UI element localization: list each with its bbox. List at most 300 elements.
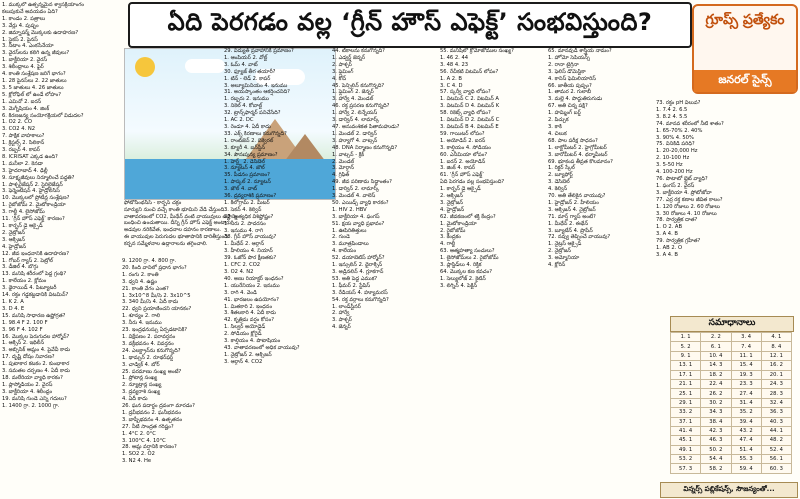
answer-row	[671, 464, 792, 473]
question-line: 4. ఏదీ కాదు	[122, 396, 148, 403]
sun-icon	[135, 57, 155, 77]
question-line: 3. శీతలకారి 4. ఏదీ కాదు	[224, 310, 276, 317]
question-line: 3. కాల్షియం 4. సోడియం	[440, 144, 491, 151]
question-line: 78. సార్వత్రిక దాత?	[656, 217, 698, 224]
question-line: 43. వాతావరణంలో అధిక వాయువు?	[224, 344, 300, 351]
question-line: 3. వేర్లు 4. పుష్పం	[2, 22, 39, 29]
question-line: 2. నైట్రోజన్	[2, 229, 26, 236]
question-line: 2. బ్యూఫోర్ట్	[548, 172, 573, 179]
question-line: 38. గ్రీన్ హౌస్ వాయువు?	[224, 234, 277, 241]
question-line: 3. డార్విన్ 4. లామార్క్	[332, 117, 380, 124]
question-line: 3. N2 4. He	[122, 458, 152, 465]
answer-cell: 42. 3	[701, 426, 731, 435]
answer-cell: 12. 1	[761, 351, 791, 360]
question-line: 1. 1400 గ్రా. 2. 1000 గ్రా.	[2, 402, 60, 409]
answer-cell: 49. 1	[671, 445, 701, 454]
badge-subject: జనరల్ సైన్స్	[694, 70, 796, 92]
question-line: 20. కింది వానిలో ప్రధాన భాగం?	[122, 264, 187, 271]
question-line: 3. కాల్షియం 4. పొటాషియం	[224, 338, 281, 345]
question-line: 3. 100°C 4. 10°C	[122, 437, 166, 444]
questions-column-3	[224, 48, 330, 496]
question-line: 1. వాట్సన్ - క్రిక్	[332, 151, 365, 158]
answers-title: సమాధానాలు	[670, 316, 794, 332]
question-line: 31. అయస్కాంతం ఆకర్షించనిది?	[224, 89, 290, 96]
questions-column-4	[332, 48, 438, 496]
question-line: 6. కిరణజన్య సంయోగక్రియలో విడుదల?	[2, 112, 84, 119]
question-line: 4. కానిస్ ఫెమిలియారిస్	[548, 75, 596, 82]
question-line: 1. ఎడ్వర్డ్ జెన్నర్	[332, 54, 366, 61]
question-line: 63. ఆత్మహత్యా సంచులు?	[440, 248, 495, 255]
question-line: 1. ఫంగస్ 2. వైరస్	[656, 182, 695, 189]
question-line: 3. మల్లె 4. పొద్దుతిరుగుడు	[548, 96, 603, 103]
questions-column-2	[122, 258, 222, 496]
answer-cell: 4. 1	[761, 333, 791, 342]
question-line: 54. రక్త వర్గాలు కనుగొన్నది?	[332, 296, 389, 303]
question-line: 32. ట్రాన్స్‌ఫార్మర్ పనిచేసేది?	[224, 110, 281, 117]
question-line: 3. ప్లాస్టిడ్‌లు 4. రిక్తిక	[440, 262, 482, 269]
question-line: 3. హ్యూగో 4. వాట్సన్	[332, 137, 378, 144]
answer-row	[671, 370, 792, 379]
answer-cell: 41. 4	[671, 426, 701, 435]
answer-row	[671, 417, 792, 426]
question-line: 1. 3x10^8 మీ/సె 2. 3x10^5	[122, 292, 191, 299]
question-line: 3. ఫెలిస్ డొమెస్టికా	[548, 68, 586, 75]
question-line: 45. పెన్సిలిన్ కనుగొన్నది?	[332, 82, 385, 89]
question-line: 60. ఎనీమియా లోపం?	[440, 151, 488, 158]
answer-cell: 50. 2	[701, 445, 731, 454]
questions-column-5	[440, 48, 546, 496]
question-line: 3. విటమిన్ D 4. విటమిన్ K	[440, 103, 500, 110]
question-line: 12. జీవ ఇంధనానికి ఉదాహరణ?	[2, 250, 69, 257]
question-line: 3. వైరస్‌లను కలిగి ఉన్న జీవులు?	[2, 50, 70, 57]
question-line: 19. మనిషి గుండె ఎన్ని గదులు?	[2, 395, 67, 402]
question-line: 3. ఫ్లెమింగ్	[332, 68, 354, 75]
question-line: 16. మొక్కల పెరుగుదల హార్మోన్?	[2, 333, 70, 340]
question-line: 76. పొటాటో బ్లైట్ వ్యాధి?	[656, 175, 708, 182]
question-line: ఏది పెరగడం వల్ల సంభవిస్తుంది?	[440, 179, 505, 186]
question-line: 2. సోడియం క్లోరైడ్	[224, 331, 262, 338]
question-line: 52. డయాబెటిస్ హార్మోన్?	[332, 255, 385, 262]
question-line: 3. నికెల్ 4. కోబాల్ట్	[224, 103, 263, 110]
question-line: 3. కేంద్రకం	[440, 234, 461, 241]
question-line: 2. రైబోజోమ్	[440, 227, 466, 234]
question-line: 3. C 4. D	[440, 82, 463, 89]
question-line: 2. మెండల్	[332, 158, 355, 165]
question-line: 3. బారోమీటర్ 4. థర్మామీటర్	[548, 151, 608, 158]
question-line: 64. మొక్కల కణ కవచం?	[440, 269, 493, 275]
question-line: 3. 96 F 4. 102 F	[2, 326, 43, 333]
question-line: 1. విటమిన్ C 2. విటమిన్ A	[440, 96, 499, 103]
question-line: 3. డెసిబెల్	[548, 179, 570, 186]
question-line: 1. యురేనియం 2. ఇనుము	[224, 282, 280, 289]
question-line: 1. ఊపిరితిత్తులు	[332, 227, 367, 234]
question-line: 3. న్యూటన్ 4. జౌల్	[224, 165, 265, 172]
caption-line: ఫోటోసింథసిస్ - కార్బన్ చక్రం	[124, 200, 182, 206]
question-line: 3. రెండూ 4. ఏదీ కాదు	[224, 123, 271, 130]
question-line: 65. మానవుడి శాస్త్రీయ నామం?	[548, 48, 612, 54]
question-line: 3. హార్వే 4. మెండల్	[332, 96, 374, 103]
question-line: 1. ప్రోటాన్ల సంఖ్య	[122, 375, 158, 382]
question-line: 61. ‘గ్రీన్ హౌస్ ఎఫెక్ట్’	[440, 172, 484, 179]
question-line: 3. ఆర్గాన్ 4. CO2	[224, 358, 263, 365]
answer-cell: 7. 4	[731, 342, 761, 351]
question-line: 1. విక్షేపణం 2. పరావర్తనం	[122, 333, 176, 340]
question-line: 1. O2 2. CO	[2, 119, 32, 126]
question-line: 1. పాశ్చరైజేషన్ 2. స్టెరిలైజేషన్	[2, 181, 63, 188]
question-line: 1. లాక్టోమీటర్ 2. హైగ్రోమీటర్	[548, 144, 607, 151]
question-line: 3. విటమిన్ B 4. విటమిన్ E	[440, 123, 499, 130]
answer-row	[671, 379, 792, 388]
question-line: 1. మితకారి 2. ఇంధనం	[224, 303, 273, 310]
question-line: 2. హార్వే	[332, 310, 350, 317]
question-line: 10. మొక్కలలో ప్రోటీన్ల సంశ్లేషణ?	[2, 195, 70, 202]
answer-cell: 24. 3	[761, 379, 791, 388]
question-line: 3. ఫెర్మెంటేషన్ 4. హైడ్రోలిసిస్	[2, 188, 60, 195]
question-line: 1. అయోడిన్ 2. ఐరన్	[440, 137, 486, 144]
question-line: 1. ఇన్సులిన్ 2. థైరాక్సిన్	[332, 262, 383, 269]
answer-cell: 28. 3	[761, 389, 791, 398]
question-line: 68. పాల పరీక్ష సాధనం?	[548, 137, 598, 144]
caption-line: బంధించి ఉంచుతాయి. దీన్ని గ్రీన్ హౌస్ ఎఫెక్ట్ అంటారు.	[124, 220, 233, 227]
question-line: 3. కాకి	[548, 123, 562, 130]
answer-cell: 37. 1	[671, 417, 701, 426]
question-line: 3. ఇనుము 4. రాగి	[224, 227, 264, 234]
question-line: 3. రాగి 4. వెండి	[224, 289, 257, 296]
answer-cell: 34. 3	[701, 408, 731, 417]
question-line: 22. ధ్వని ప్రయాణించని యానకం?	[122, 306, 192, 313]
question-line: 3. 8.2 4. 5.5	[656, 113, 688, 120]
question-line: 4. కెల్విన్	[548, 186, 568, 193]
question-line: 1. CFC 2. CO2	[224, 262, 261, 269]
question-line: 3. ద్రవ్యరాశి సంఖ్య	[122, 389, 161, 396]
question-line: 1. ఆక్సిన్ 2. ఇథిలీన్	[2, 340, 45, 347]
answer-cell: 40. 3	[761, 417, 791, 426]
question-line: 48. DNA నిర్మాణం కనుగొన్నది?	[332, 144, 398, 151]
answer-cell: 21. 1	[671, 379, 701, 388]
question-line: 3. ఓమ్ 4. వాట్	[224, 61, 258, 68]
question-line: 1. పుటాకార కటకం 2. కుంభాకార	[2, 361, 70, 368]
question-line: 2. నైట్రోజన్	[548, 248, 572, 255]
question-line: 4. జెన్నర్	[332, 324, 351, 331]
question-line: 1. మీథేన్ 2. ఈథేన్	[548, 220, 589, 227]
answer-cell: 1. 1	[671, 333, 701, 342]
question-line: 2. గుండె	[332, 234, 350, 241]
answer-cell: 45. 1	[671, 436, 701, 445]
groups-special-badge	[692, 4, 798, 94]
question-line: 1. రైబోజోమ్ 2. మైటోకాండ్రియా	[2, 202, 66, 209]
answer-row	[671, 445, 792, 454]
question-line: 1. హైడ్రోజన్ 2. హీలియం	[548, 199, 599, 206]
question-line: 75. వినికిడి పరిధి?	[656, 141, 695, 148]
question-line: 1. HIV 2. HBV	[332, 206, 367, 213]
question-line: 3. ధ్వని 4. ఉష్ణం	[122, 278, 157, 285]
question-line: 1. ముక్కలో ఉత్పన్నమైన శ్వాసక్రియాంగం	[2, 2, 85, 8]
question-line: 1. 7.4 2. 6.5	[656, 106, 688, 113]
answer-cell: 51. 4	[731, 445, 761, 454]
question-line: 25. పరమాణు సంఖ్య అంటే?	[122, 368, 182, 375]
question-line: 51. క్షయ వ్యాధి ప్రభావం?	[332, 220, 385, 227]
question-line: 30. ఫ్యూజ్ తీగ తయారీ?	[224, 68, 276, 75]
answer-cell: 47. 4	[731, 436, 761, 445]
question-line: 3. చాడ్విక్ 4. బోర్	[122, 361, 160, 368]
question-line: 1. O 2. AB	[656, 224, 683, 231]
question-line: 1. AB 2. O	[656, 245, 683, 252]
question-line: 3. క్యూరీ 4. ఐన్‌స్టీన్	[224, 144, 266, 151]
question-line: 50. ఎయిడ్స్ వ్యాధి కారకం?	[332, 199, 389, 206]
answer-cell: 26. 2	[701, 389, 731, 398]
question-line: 1. ఐరన్ 2. అయోడిన్	[440, 158, 486, 165]
question-line: 4. గాల్జీ	[440, 241, 456, 248]
question-line: 1. SO2 2. O2	[122, 451, 155, 458]
question-line: 3. CO2 4. N2	[2, 126, 36, 133]
question-line: 55. మనిషిలో క్రోమోజోముల సంఖ్య?	[440, 48, 514, 54]
answer-cell: 17. 1	[671, 370, 701, 379]
answer-row	[671, 436, 792, 445]
question-line: 1. K 2. A	[2, 298, 24, 305]
question-line: 4. హైడ్రోజన్	[2, 243, 27, 250]
questions-column-6	[548, 48, 654, 496]
question-line: 1. రిక్టర్ స్కేల్	[548, 165, 575, 172]
answer-cell: 36. 3	[761, 408, 791, 417]
question-line: 3. మెండల్ 4. వాలెస్	[332, 193, 376, 200]
question-line: 3. జౌల్ 4. వాట్	[224, 186, 258, 193]
question-line: 1. సిల్వర్ అయోడైడ్	[224, 324, 266, 331]
answer-cell: 43. 2	[731, 426, 761, 435]
question-line: 3. 5 జాతులు 4. 26 జాతులు	[2, 84, 64, 91]
question-line: 1. 4°C 2. 0°C	[122, 430, 156, 437]
question-line: 37. అత్యధిక విశిష్టోష్ణం?	[224, 213, 274, 220]
answer-cell: 39. 4	[731, 417, 761, 426]
answer-row	[671, 455, 792, 464]
question-line: 1. తామర 2. గులాబీ	[548, 89, 592, 96]
question-line: 3. సమతల దర్పణం 4. ఏదీ కాదు	[2, 368, 70, 375]
question-line: 58. రికెట్స్ వ్యాధి లోపం?	[440, 110, 491, 117]
answer-cell: 30. 2	[701, 398, 731, 407]
question-line: 3. రేడియస్ 4. హ్యూమరస్	[332, 289, 388, 296]
answer-row	[671, 398, 792, 407]
question-line: 33. ఎక్స్ కిరణాలు కనుగొన్నది?	[224, 130, 287, 137]
question-line: 18. మలేరియా వ్యాధి కారకం?	[2, 374, 63, 381]
answer-cell: 11. 1	[731, 351, 761, 360]
answer-cell: 22. 4	[701, 379, 731, 388]
question-line: 66. జాతీయ పుష్పం?	[548, 82, 592, 89]
question-line: 3. A 4. B	[656, 231, 678, 238]
answer-row	[671, 361, 792, 370]
question-line: 1. 98.4 F 2. 100 F	[2, 319, 48, 326]
question-line: 3. మెగ్నీషియం 4. జింక్	[2, 105, 50, 112]
question-line: 41. భారజలం ఉపయోగం?	[224, 296, 279, 303]
question-line: 1. హార్వే 2. లిన్నేయస్	[332, 110, 378, 117]
question-line: 44. టీకాలను కనుగొన్నది?	[332, 48, 385, 54]
question-line: 36. ద్రవ్యరాశికి ప్రమాణం?	[224, 193, 277, 200]
question-line: 1. గోబర్ గ్యాస్ 2. పెట్రోల్	[2, 257, 53, 264]
question-line: 1. డార్విన్ 2. లామార్క్	[332, 186, 380, 193]
question-line: 1. 120 రోజులు 2. 60 రోజులు	[656, 203, 720, 210]
question-line: 1. కాలేయం 2. క్లోమం	[2, 278, 47, 285]
question-line: 1. కిలోగ్రామ్ 2. మీటర్	[224, 199, 270, 206]
question-line: 27. నీటి సాంద్రత గరిష్టం?	[122, 423, 174, 430]
question-line: 5. క్లోరోఫిల్ లో ఉండే లోహం?	[2, 91, 62, 98]
answer-cell: 13. 1	[671, 361, 701, 370]
question-line: 3. వక్రీభవనం 4. వివర్తనం	[122, 340, 174, 347]
question-line: 3. అమ్మోనియా	[548, 255, 580, 262]
question-line: 1. AC 2. DC	[224, 117, 254, 124]
question-line: 3. శిలీంధ్రాలు 4. ఫైర్‌	[2, 64, 44, 71]
caption-line: ఈ వాయువుల పెరుగుదల భూతాపానికి దారితీస్తుంది.	[124, 233, 230, 240]
question-line: 3. 90% 4. 50%	[656, 134, 694, 141]
question-line: 3. పాశ్చర్	[332, 317, 352, 324]
question-line: 1. ఎమినో 2. ఐరన్	[2, 98, 42, 105]
question-line: 1. సెల్యులోజ్ 2. కైటిన్	[440, 275, 486, 282]
question-line: 3. ఆక్సిజన్ 4. నైట్రోజన్	[548, 206, 596, 213]
question-line: 4. గ్రిఫిత్	[332, 172, 350, 179]
question-line: 3. బాక్టీరియా 4. ప్రోటోజోవా	[656, 189, 712, 196]
question-line: 3. D 4. E	[2, 305, 25, 312]
question-line: 1. నైట్రస్ ఆక్సైడ్	[548, 241, 582, 248]
badge-title: గ్రూప్స్ ప్రత్యేకం	[705, 12, 785, 28]
answer-cell: 2. 2	[701, 333, 731, 342]
question-line: 3. హైదరాబాద్ 4. ఢిల్లీ	[2, 167, 48, 174]
question-line: 1. కార్బన్ డై ఆక్సైడ్	[440, 186, 481, 193]
page-headline: ఏది పెరగడం వల్ల ‘గ్రీన్ హౌస్ ఎఫెక్ట్’ సంభవిస్తుంది?	[128, 2, 692, 48]
question-line: 2. న్యూట్రాన్ల సంఖ్య	[122, 382, 162, 389]
answer-cell: 10. 4	[701, 351, 731, 360]
question-line: 8. ICRISAT ఎక్కడ ఉంది?	[2, 153, 58, 160]
question-line: 2. పాశ్చర్	[332, 61, 352, 68]
question-line: 3. డీజిల్ 4. బొగ్గు	[2, 264, 39, 271]
question-line: 34. పౌనఃపున్య ప్రమాణం?	[224, 151, 278, 158]
question-line: 74. మానవ శరీరంలో నీటి శాతం?	[656, 120, 724, 127]
question-line: 1. మీథేన్ 2. ఆర్గాన్	[224, 241, 265, 248]
question-line: 3. అడ్రినలిన్ 4. గ్లూకగాన్	[332, 269, 384, 275]
question-line: 3. రబ్బర్ 4. కాపర్	[2, 147, 40, 154]
question-line: 1. హోమో సెపియన్స్	[548, 54, 590, 61]
question-line: 56. రేచీకటి విటమిన్ లోపం?	[440, 68, 499, 75]
answer-cell: 57. 3	[671, 464, 701, 473]
answer-cell: 8. 4	[761, 342, 791, 351]
question-line: 3. బాక్టీరియా 4. శిలీంధ్రం	[2, 388, 53, 395]
answer-cell: 55. 3	[731, 455, 761, 464]
answer-cell: 25. 1	[671, 389, 701, 398]
answer-row	[671, 408, 792, 417]
answer-cell: 58. 2	[701, 464, 731, 473]
answer-cell: 15. 4	[731, 361, 761, 370]
question-line: 3. లిగ్నిన్ 4. పెక్టిన్	[440, 282, 478, 289]
question-line: 3. అల్యూమినియం 4. ఇనుము	[224, 82, 288, 89]
answer-cell: 35. 2	[731, 408, 761, 417]
question-line: 1. ద్రవీభవనం 2. ఘనీభవనం	[122, 409, 182, 416]
question-line: 3. 48 4. 23	[440, 61, 469, 68]
answer-cell: 29. 1	[671, 398, 701, 407]
question-line: 1. మనీలా 2. కెనడా	[2, 160, 44, 167]
question-line: 3. 5-50 Hz	[656, 162, 683, 169]
question-line: 1. శూన్యం 2. గాలి	[122, 313, 161, 320]
question-line: కలుపుకునే అవయవం ఏది?	[2, 8, 58, 15]
question-line: 3. బ్యూటేన్ 4. ప్రొపేన్	[548, 227, 593, 234]
question-line: 77. ఎర్ర రక్త కణాల జీవిత కాలం?	[656, 196, 723, 203]
question-line: 4. కాంతి సంశ్లేషణ జరిగే భాగం?	[2, 71, 66, 78]
question-line: 71. మార్ష్ గ్యాస్ అంటే?	[548, 213, 596, 220]
question-line: 3. గాల్జీ 4. లైసోజోమ్	[2, 209, 45, 216]
questions-column-7	[656, 100, 798, 310]
question-line: 49. జీవ పరిణామ సిద్ధాంతం?	[332, 179, 392, 186]
question-line: 1. నైట్రోజన్ 2. ఆక్సిజన్	[224, 351, 272, 358]
answer-cell: 27. 4	[731, 389, 761, 398]
question-line: 1. బాక్టీరియా 2. వైరస్	[2, 57, 47, 64]
questions-column-1	[2, 2, 122, 497]
question-line: 1. పాస్కల్ 2. న్యూటన్	[224, 179, 271, 186]
question-line: 72. నవ్వు తెప్పించే వాయువు?	[548, 234, 611, 241]
question-line: 1. 28 పైనస్‌లు 2. 22 జాతులు	[2, 77, 67, 84]
question-line: 1. విటమిన్ D 2. విటమిన్ C	[440, 117, 500, 124]
answer-cell: 56. 1	[761, 455, 791, 464]
question-line: 3. బాక్టీరియా 4. ఫంగస్	[332, 213, 380, 220]
answers-table	[670, 332, 792, 474]
question-line: 79. సార్వత్రిక గ్రహీత?	[656, 238, 701, 245]
question-line: 67. అతి చిన్న పక్షి?	[548, 103, 588, 110]
question-line: 1. 20-20,000 Hz	[656, 148, 698, 155]
question-line: 3. మూత్రపిండాలు	[332, 241, 369, 248]
answer-cell: 46. 3	[701, 436, 731, 445]
question-line: 62. జీవకణంలో శక్తి కేంద్రం?	[440, 213, 496, 220]
question-line: 46. రక్త ప్రసరణ కనుగొన్నది?	[332, 103, 390, 110]
answer-cell: 54. 4	[701, 455, 731, 464]
caption-line: అడవుల నరికివేత, ఇంధనాల దహనం కారణాలు.	[124, 227, 222, 234]
question-line: 3. నైట్రోజన్	[440, 199, 464, 206]
question-line: 14. రక్తం గడ్డకట్టడానికి విటమిన్?	[2, 292, 69, 299]
question-line: 7. పాక్షిక వాహకాలు?	[2, 133, 45, 140]
question-line: 3. ఆక్సిజన్	[2, 236, 25, 243]
question-line: 4. క్లోరిన్	[548, 262, 566, 269]
question-line: 4. హైడ్రోజన్	[440, 206, 465, 213]
caption-line: కర్బన సమ్మేళనాల ఉద్గారాలను తగ్గించాలి.	[124, 240, 208, 247]
question-line: 1. క్రిస్టల్స్ 2. సిలికాన్	[2, 140, 45, 147]
answer-cell: 44. 1	[761, 426, 791, 435]
question-line: 3. O2 4. N2	[224, 269, 254, 275]
question-line: 29. విద్యుత్ ప్రవాహానికి ప్రమాణం?	[224, 48, 294, 54]
answer-cell: 14. 3	[701, 361, 731, 370]
credits-footer: విన్నర్స్ పబ్లికేషన్స్, సౌజన్యంతో...	[660, 482, 798, 498]
answer-cell: 38. 4	[701, 417, 731, 426]
answer-row	[671, 342, 792, 351]
question-line: 26. ఘన పదార్థం ద్రవంగా మారడం?	[122, 403, 195, 410]
question-line: 9. సూక్ష్మజీవులు నిర్మూలించే పద్ధతి?	[2, 174, 75, 181]
answer-cell: 3. 4	[731, 333, 761, 342]
answer-cell: 48. 2	[761, 436, 791, 445]
question-line: 2. ఆక్సిజన్	[440, 193, 463, 200]
question-line: 1. లైసోజోమ్‌లు 2. రైబోజోమ్	[440, 255, 499, 262]
question-line: 1. ప్లాస్మోడియం 2. వైరస్	[2, 381, 53, 388]
question-line: 1. మైటోకాండ్రియా	[440, 220, 477, 227]
question-line: 2. పిచ్చుక	[548, 117, 569, 124]
question-line: 42. కృత్రిమ వర్షం కోసం?	[224, 317, 274, 324]
question-line: 3. అబ్సిసిక్ ఆమ్లం 4. పైవేవీ కాదు	[2, 347, 71, 354]
question-line: 1. థామ్సన్ 2. రూథర్‌ఫర్డ్	[122, 354, 174, 361]
question-line: 53. అతి పెద్ద ఎముక?	[332, 275, 378, 282]
question-line: 35. పీడనం ప్రమాణం?	[224, 172, 270, 179]
caption-line: వాతావరణంలో CO2, మీథేన్ వంటి వాయువులు ఉష్ణాన్ని	[124, 213, 238, 220]
question-line: 1. రంగు 2. కాంతి	[122, 271, 159, 278]
question-line: 1. హెర్ట్జ్ 2. డెసిబెల్	[224, 158, 265, 165]
question-line: 1. ఆంపియర్ 2. వోల్ట్	[224, 54, 268, 61]
question-line: 3. సెకన్ 4. కెల్విన్	[224, 206, 262, 213]
answer-cell: 19. 3	[731, 370, 761, 379]
answer-cell: 60. 3	[761, 464, 791, 473]
question-line: 1. A 2. B	[440, 75, 462, 82]
question-line: 4. కాలేయం	[332, 248, 357, 255]
question-line: 47. అనువంశికత పితామహుడు?	[332, 123, 400, 130]
question-line: 1. రబ్బరు 2. ఇనుము	[224, 96, 269, 103]
